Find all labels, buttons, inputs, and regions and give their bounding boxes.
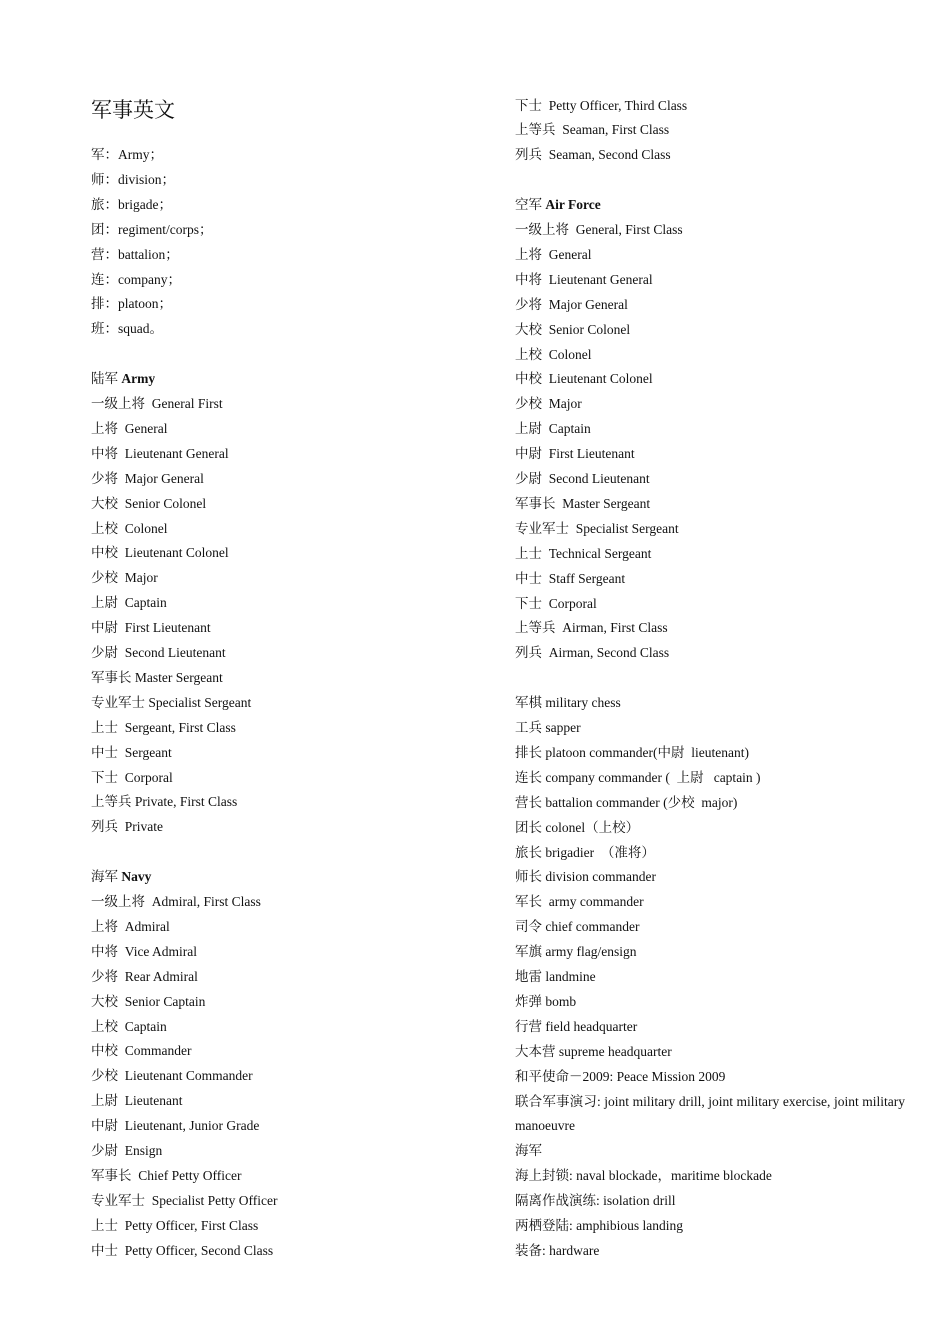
term-en: Army [121,371,156,387]
term-zh: 上尉 [91,595,125,611]
term-zh: 上将 [91,918,125,934]
term-en: naval blockade，maritime blockade [576,1168,772,1184]
term-en: army flag/ensign [545,944,637,960]
term-zh: 团长 [515,819,546,835]
term-line [91,417,167,442]
term-zh: 下士 [91,769,125,785]
term-zh: 军： [91,147,118,162]
term-zh: 军旗 [515,944,546,960]
term-line [91,766,173,791]
term-line [515,766,761,791]
term-zh: 专业军士 [91,694,149,710]
term-zh: 中士 [515,570,549,586]
term-zh: 少校 [515,396,549,412]
term-line [91,815,163,840]
term-zh: 中尉 [91,1118,125,1134]
term-line [91,541,229,566]
term-line [515,865,656,890]
term-en: landmine [545,969,596,984]
term-en: regiment/corps； [118,221,213,237]
term-line [515,691,621,716]
term-zh: 中将 [515,271,549,287]
term-en: company； [118,271,181,287]
term-line [515,442,635,467]
term-zh: 空军 [515,197,546,213]
term-en: platoon； [118,296,172,312]
term-zh: 中校 [91,1043,125,1059]
term-en: Airman, Second Class [548,645,670,661]
term-line [515,492,650,517]
term-en: Colonel [548,346,592,362]
term-line [91,1015,167,1040]
term-line [515,1239,599,1264]
term-line [515,1065,725,1090]
term-zh: 少尉 [91,1143,125,1158]
term-line [91,442,229,467]
term-line [91,218,212,243]
term-zh: 大校 [515,321,549,337]
term-en: Chief Petty Officer [138,1167,242,1183]
term-line [91,243,179,268]
term-en: Sergeant, First Class [124,719,236,735]
term-line [515,592,597,617]
term-line [515,94,687,119]
term-zh: 团： [91,221,118,237]
term-zh: 上士 [91,719,125,735]
term-zh: 装备: [515,1242,550,1258]
term-zh: 少校 [91,1068,125,1084]
term-line [91,1189,277,1214]
term-en: battalion； [118,246,179,262]
term-line [91,143,163,168]
term-line [515,940,636,965]
term-zh: 专业军士 [515,520,576,536]
term-line [91,741,172,766]
term-en: Airman, First Class [562,620,668,636]
term-line [515,791,737,816]
term-en: company commander ( 上尉 captain ) [545,769,761,785]
term-en: General First [151,396,223,411]
term-zh: 两栖登陆: [515,1218,577,1233]
term-line [91,716,236,741]
term-en: Senior Colonel [124,495,207,511]
term-en: Admiral, First Class [151,894,261,909]
term-zh: 上尉 [91,1093,125,1109]
term-line [515,741,749,766]
term-line [91,1139,162,1164]
term-line [91,1064,253,1089]
term-line [91,790,237,815]
term-zh: 一级上将 [515,222,576,237]
term-zh: 海军 [515,1143,542,1159]
term-line [515,841,655,866]
term-line [91,1214,258,1239]
term-en: Lieutenant Colonel [548,371,653,387]
term-en: Petty Officer, Second Class [124,1242,274,1258]
term-line [515,243,591,268]
term-zh: 中将 [91,445,125,461]
term-line [515,716,581,741]
term-line [91,168,175,193]
term-zh: 少将 [515,296,549,312]
term-en: isolation drill [603,1193,676,1209]
term-line [91,1239,273,1264]
term-zh: 炸弹 [515,993,546,1009]
term-line [515,218,683,243]
term-line [515,318,630,343]
page-title: 军事英文 [91,98,175,122]
term-line [515,990,576,1015]
term-en: brigadier （准将） [545,844,655,860]
term-en: Specialist Petty Officer [151,1192,278,1208]
term-en: Captain [124,1018,167,1034]
term-zh: 中士 [91,1242,125,1258]
term-en: Major [124,570,158,586]
term-zh: 列兵 [515,147,549,163]
term-line [515,542,651,567]
term-en: Major General [124,470,204,486]
term-en: Private, First Class [134,794,238,810]
term-zh: 大本营 [515,1043,559,1059]
term-zh: 少将 [91,968,125,984]
term-zh: 中尉 [515,446,549,462]
term-en: Second Lieutenant [124,645,226,660]
term-zh: 大校 [91,993,125,1009]
term-zh: 海上封锁: [515,1168,577,1184]
term-en: Specialist Sergeant [575,520,679,536]
term-zh: 军事长 [91,669,135,685]
term-en: division； [118,171,176,187]
term-zh: 上将 [91,420,125,436]
term-line [515,1164,772,1189]
term-zh: 少尉 [515,471,549,486]
term-zh: 一级上将 [91,894,152,909]
term-line [91,392,223,417]
term-zh: 上校 [515,346,549,362]
term-zh: 上等兵 [515,620,563,636]
term-en: Corporal [124,769,173,785]
term-zh: 营： [91,246,118,262]
term-zh: 司令 [515,919,546,935]
term-en: sapper [545,720,581,735]
term-zh: 行营 [515,1018,546,1034]
term-zh: 军事长 [91,1167,139,1183]
term-zh: 上校 [91,1018,125,1034]
term-zh: 营长 [515,794,546,810]
term-en: Petty Officer, Third Class [548,97,688,113]
term-zh: 海军 [91,869,122,885]
term-zh: 上士 [515,545,549,561]
term-line [515,1214,683,1239]
term-line [515,193,601,218]
term-zh: 列兵 [91,819,125,835]
term-line [91,990,205,1015]
term-zh: 中尉 [91,620,125,636]
term-en: Commander [124,1043,192,1059]
term-line [91,566,158,591]
term-zh: 上等兵 [91,794,135,810]
term-line [91,317,163,342]
term-line [91,492,206,517]
term-zh: 排长 [515,744,546,760]
term-zh: 工兵 [515,720,546,735]
term-zh: 中将 [91,943,125,959]
term-en: battalion commander (少校 major) [545,794,738,810]
term-line [515,367,653,392]
term-en: field headquarter [545,1018,638,1034]
term-en: Vice Admiral [124,943,198,959]
term-en: Master Sergeant [134,669,223,685]
term-en: division commander [545,869,656,885]
term-en: First Lieutenant [124,620,211,636]
term-en: brigade； [118,196,172,212]
term-line [91,890,261,915]
term-en: military chess [545,695,621,711]
term-zh: 上等兵 [515,122,563,138]
term-line [515,641,669,666]
term-line [515,343,592,368]
term-line [91,691,251,716]
term-zh: 列兵 [515,645,549,661]
term-zh: 上校 [91,520,125,536]
term-en: Senior Colonel [548,321,631,337]
term-en: platoon commander(中尉 lieutenant) [545,744,749,760]
term-line [91,1164,241,1189]
term-zh: 上将 [515,246,549,262]
term-line [515,118,669,143]
term-line [515,392,582,417]
term-line [91,666,223,691]
term-zh: 下士 [515,595,549,611]
term-en: First Lieutenant [548,446,635,462]
term-zh: 军长 [515,894,549,910]
term-en: colonel（上校） [545,819,640,835]
term-en: Technical Sergeant [548,545,652,561]
term-en: Major General [548,296,628,312]
term-zh: 地雷 [515,969,546,984]
term-en: Sergeant [124,744,172,760]
term-zh: 一级上将 [91,396,152,411]
term-en: 2009: Peace Mission 2009 [582,1068,726,1084]
term-en: Army； [118,147,163,162]
term-en: Rear Admiral [124,968,198,984]
term-en: Captain [124,595,167,611]
term-en: Major [548,396,582,412]
term-line [515,1189,676,1214]
term-line [91,865,151,890]
term-en: Seaman, First Class [562,122,670,138]
term-line [515,517,679,542]
term-zh: 隔离作战演练: [515,1193,604,1209]
term-line [515,467,650,492]
term-zh: 军事长 [515,495,563,511]
term-line [91,940,197,965]
term-en: Admiral [124,918,170,934]
term-en: army commander [548,894,644,910]
term-line [91,616,211,641]
term-en: chief commander [545,919,640,935]
term-line [91,367,155,392]
term-en: hardware [549,1242,600,1258]
term-zh: 上尉 [515,421,549,437]
term-line [515,616,668,641]
term-zh: 少校 [91,570,125,586]
term-en: General, First Class [575,222,683,237]
term-zh: 中士 [91,744,125,760]
term-zh: 师长 [515,869,546,885]
term-en: Staff Sergeant [548,570,626,586]
term-line [91,591,167,616]
term-en: Seaman, Second Class [548,147,671,163]
term-en: General [548,246,592,262]
term-en: Colonel [124,520,168,536]
term-zh: 中校 [91,545,125,561]
term-en: Specialist Sergeant [148,694,252,710]
term-line [91,292,172,317]
term-zh: 旅长 [515,844,546,860]
term-zh: 中校 [515,371,549,387]
term-line [91,641,226,666]
term-zh: 连： [91,271,118,287]
term-line [91,1039,192,1064]
term-zh: 少将 [91,470,125,486]
term-line [515,890,644,915]
term-en: supreme headquarter [558,1043,672,1059]
term-line [515,965,596,990]
term-line [515,1040,672,1065]
term-zh: 连长 [515,769,546,785]
term-en: Ensign [124,1143,163,1158]
term-zh: 少尉 [91,645,125,660]
term-en: Air Force [545,197,601,213]
term-line [515,1015,637,1040]
term-line [91,193,172,218]
term-line [91,965,198,990]
term-zh: 排： [91,296,118,312]
term-line [515,567,625,592]
term-en: amphibious landing [576,1218,684,1233]
term-en: squad。 [118,321,163,337]
term-line [91,268,181,293]
term-line [515,816,639,841]
term-en: Second Lieutenant [548,471,650,486]
term-line [515,1139,542,1164]
term-zh: 下士 [515,97,549,113]
term-line [515,915,639,940]
term-en: Petty Officer, First Class [124,1217,259,1233]
joint-drill-paragraph: 联合军事演习: joint military drill, joint military exercise, joint military manoeuvre [515,1093,905,1134]
term-en: Senior Captain [124,993,206,1009]
term-line [91,467,204,492]
term-en: Captain [548,421,591,437]
term-en: Navy [121,869,152,885]
term-line [91,517,168,542]
term-line [91,1114,259,1139]
term-zh: 专业军士 [91,1192,152,1208]
term-line [515,143,671,168]
term-zh: 和平使命－ [515,1068,583,1084]
term-zh: 旅： [91,196,118,212]
term-en: Private [124,819,163,835]
term-en: Lieutenant Commander [124,1068,253,1084]
term-zh: 军棋 [515,695,546,711]
term-en: Lieutenant General [124,445,229,461]
term-line [515,417,591,442]
term-en: Corporal [548,595,597,611]
term-zh: 陆军 [91,371,122,387]
term-en: Lieutenant General [548,271,653,287]
term-line [91,1089,182,1114]
term-en: bomb [545,993,577,1009]
term-zh: 上士 [91,1217,125,1233]
term-line [91,915,170,940]
term-en: Master Sergeant [562,495,651,511]
term-en: Lieutenant [124,1093,183,1109]
term-en: General [124,420,168,436]
term-line [515,268,653,293]
term-zh: 师： [91,171,118,187]
term-zh: 班： [91,321,118,337]
term-en: Lieutenant, Junior Grade [124,1118,260,1134]
term-zh: 大校 [91,495,125,511]
term-line [515,293,628,318]
term-en: Lieutenant Colonel [124,545,229,561]
